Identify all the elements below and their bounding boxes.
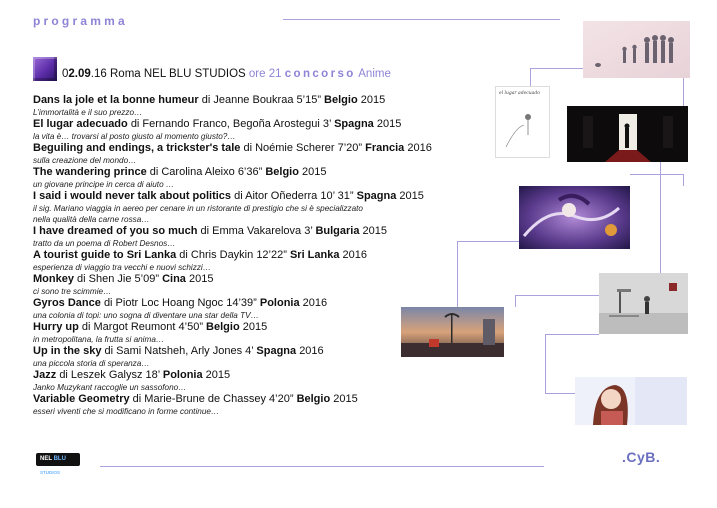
film-description: sulla creazione del mondo… <box>33 156 137 165</box>
film-title: Jazz <box>33 369 57 381</box>
film-description: una colonia di topi: uno sogna di diventare una star della TV… <box>33 311 259 320</box>
film-entry <box>33 249 523 273</box>
film-title: El lugar adecuado <box>33 118 128 130</box>
film-title: A tourist guide to Sri Lanka <box>33 249 177 261</box>
film-title: Beguiling and endings, a trickster's tale <box>33 142 241 154</box>
event-line <box>62 68 391 80</box>
film-director: di Emma Vakarelova <box>200 225 302 237</box>
film-director: di Noémie Scherer <box>243 142 335 154</box>
film-country: Cina <box>162 273 186 285</box>
film-country: Belgio <box>296 393 331 405</box>
film-still-dream <box>519 186 630 249</box>
logo-part-a: NEL <box>40 456 52 462</box>
film-duration: 5’09” <box>134 273 159 285</box>
film-director: di Aitor Oñederra <box>234 190 318 202</box>
film-director: di Carolina Aleixo <box>149 166 235 178</box>
film-director: di Fernando Franco, Begoña Arostegui <box>130 118 320 130</box>
film-entry <box>33 166 523 190</box>
header-label: programma <box>33 14 128 28</box>
connector-line <box>683 78 684 106</box>
bottom-rule <box>100 466 544 467</box>
film-title-line <box>33 249 523 262</box>
film-director: di Piotr Loc Hoang Ngoc <box>103 297 224 309</box>
event-time: ore 21 <box>248 68 282 80</box>
connector-line <box>630 174 684 175</box>
film-country: Belgio <box>324 94 358 106</box>
film-title-line <box>33 273 523 286</box>
film-entry <box>33 393 523 417</box>
film-entry <box>33 273 523 297</box>
film-poster <box>495 86 550 158</box>
film-duration: 4’50” <box>178 321 203 333</box>
film-entry <box>33 118 523 142</box>
film-description-continued: nella qualità della carne rossa… <box>33 215 150 224</box>
film-director: di Jeanne Boukraa <box>201 94 294 106</box>
film-director: di Leszek Galysz <box>59 369 143 381</box>
film-entry <box>33 369 523 393</box>
film-still-corridor <box>567 106 688 162</box>
film-year: 2015 <box>302 166 327 178</box>
film-still-sunset <box>401 307 504 357</box>
film-description: una piccola storia di speranza… <box>33 359 150 368</box>
film-director: di Sami Natsheh, Arly Jones <box>104 345 243 357</box>
film-country: Polonia <box>259 297 300 309</box>
film-title-line <box>33 393 523 406</box>
concorso-label: concorso <box>284 68 356 80</box>
film-year: 2015 <box>399 190 424 202</box>
film-title: Dans la jole et la bonne humeur <box>33 94 199 106</box>
film-title-line <box>33 142 523 155</box>
film-director: di Chris Daykin <box>179 249 254 261</box>
connector-line <box>530 68 531 88</box>
film-duration: 10’ 31” <box>320 190 354 202</box>
film-year: 2016 <box>342 249 368 261</box>
film-title: Variable Geometry <box>33 393 130 405</box>
category-label: Anime <box>358 68 391 80</box>
film-year: 2015 <box>362 225 388 237</box>
connector-line <box>457 241 519 242</box>
film-year: 2015 <box>360 94 386 106</box>
film-description: esseri viventi che si modificano in forme continue… <box>33 407 220 416</box>
film-year: 2015 <box>205 369 231 381</box>
film-description: esperienza di viaggio tra vecchi e nuovi schizzi… <box>33 263 211 272</box>
film-year: 2016 <box>302 297 328 309</box>
film-description: Janko Muzykant raccoglie un sassofono… <box>33 383 187 392</box>
film-duration: 3’ <box>322 118 331 130</box>
film-year: 2016 <box>299 345 324 357</box>
film-title-line <box>33 166 523 179</box>
connector-line <box>457 241 458 307</box>
film-title: Up in the sky <box>33 345 102 357</box>
film-title-line <box>33 225 523 238</box>
film-title-line <box>33 369 523 382</box>
film-title: Hurry up <box>33 321 79 333</box>
film-entry <box>33 225 523 249</box>
film-title-line <box>33 94 523 107</box>
film-title: The wandering prince <box>33 166 147 178</box>
film-duration: 14’39” <box>226 297 257 309</box>
date-suffix: .16 <box>90 68 107 80</box>
poster-title: el lugar adecuado <box>499 91 540 96</box>
film-description: la vita è… trovarsi al posto giusto al momento giusto?… <box>33 132 236 141</box>
film-country: Spagna <box>334 118 374 130</box>
film-country: Bulgaria <box>315 225 360 237</box>
film-entry <box>33 94 523 118</box>
film-still-girl <box>575 377 687 425</box>
connector-line <box>660 162 661 273</box>
film-description: ci sono tre scimmie… <box>33 287 112 296</box>
film-duration: 5’15” <box>296 94 321 106</box>
film-country: Francia <box>365 142 405 154</box>
film-year: 2016 <box>407 142 432 154</box>
cyb-logo: .CyB. <box>622 449 661 465</box>
film-duration: 7’20” <box>337 142 363 154</box>
film-description: tratto da un poema di Robert Desnos… <box>33 239 176 248</box>
film-title: Gyros Dance <box>33 297 101 309</box>
film-title: I said i would never talk about politics <box>33 190 232 202</box>
connector-line <box>530 68 588 69</box>
film-year: 2015 <box>376 118 402 130</box>
film-duration: 12’22” <box>256 249 287 261</box>
film-title-line <box>33 118 523 131</box>
film-title-line <box>33 190 523 203</box>
film-year: 2015 <box>188 273 214 285</box>
connector-line <box>545 334 599 335</box>
film-director: di Marie-Brune de Chassey <box>132 393 266 405</box>
nel-blu-studios-logo <box>36 453 80 475</box>
film-country: Spagna <box>256 345 297 357</box>
film-entry <box>33 142 523 166</box>
connector-line <box>515 295 599 296</box>
film-list <box>33 94 523 417</box>
film-country: Belgio <box>206 321 240 333</box>
film-entry <box>33 190 523 225</box>
film-duration: 4’20” <box>269 393 294 405</box>
film-country: Polonia <box>162 369 203 381</box>
film-still-street <box>599 273 688 334</box>
film-country: Sri Lanka <box>289 249 340 261</box>
film-description: L’immortalità e il suo prezzo… <box>33 108 143 117</box>
connector-line <box>545 334 546 393</box>
film-title: Monkey <box>33 273 74 285</box>
film-description: un giovane principe in cerca di aiuto … <box>33 180 175 189</box>
connector-line <box>515 295 516 307</box>
film-country: Spagna <box>356 190 397 202</box>
film-duration: 3’ <box>304 225 313 237</box>
venue: Roma NEL BLU STUDIOS <box>110 68 246 80</box>
connector-line <box>683 174 684 186</box>
film-duration: 4’ <box>245 345 254 357</box>
film-director: di Shen Jie <box>77 273 132 285</box>
film-description: in metropolitana, la frutta si anima… <box>33 335 165 344</box>
film-title: I have dreamed of you so much <box>33 225 198 237</box>
film-duration: 18’ <box>145 369 160 381</box>
date-bold: 2.09 <box>68 68 91 80</box>
logo-part-b: BLU <box>53 456 66 462</box>
cube-logo <box>33 57 57 81</box>
top-rule <box>283 19 560 20</box>
film-duration: 6’36” <box>237 166 263 178</box>
film-description: il sig. Mariano viaggia in aereo per cenare in un ristorante di prestigio che si è specializzato <box>33 204 363 213</box>
film-still-figures <box>583 21 690 78</box>
film-director: di Margot Reumont <box>81 321 176 333</box>
film-year: 2015 <box>333 393 358 405</box>
film-country: Belgio <box>265 166 299 178</box>
date-prefix: 0 <box>62 68 69 80</box>
logo-part-c: STUDIOS <box>40 470 61 475</box>
film-year: 2015 <box>242 321 268 333</box>
connector-line <box>545 393 575 394</box>
